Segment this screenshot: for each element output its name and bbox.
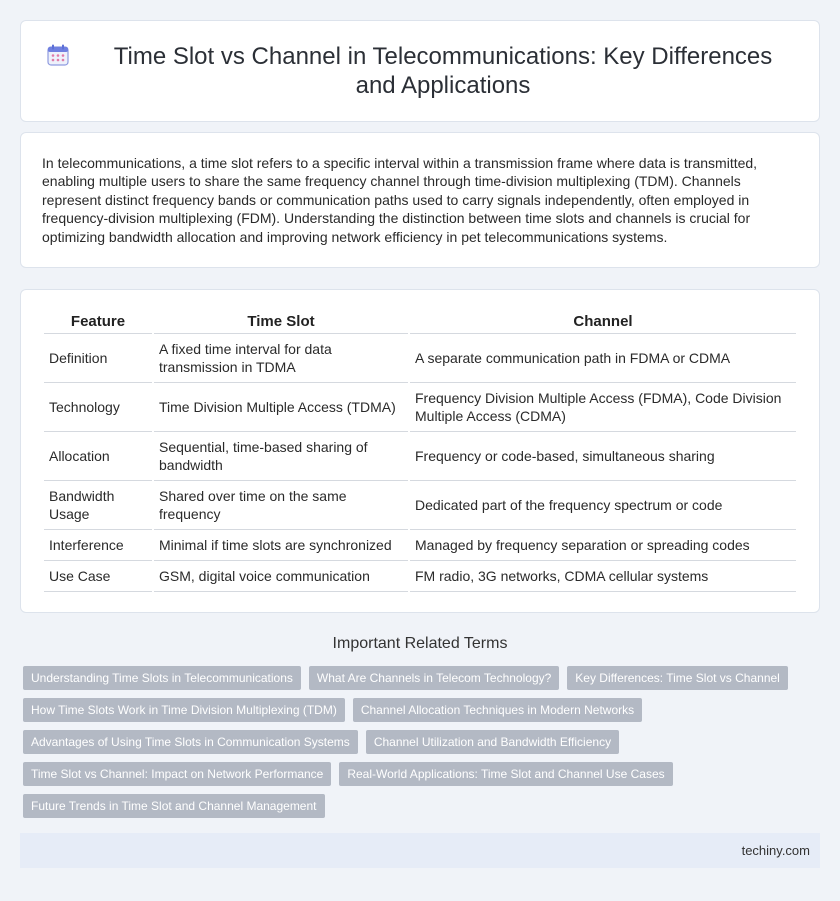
related-terms-heading: Important Related Terms	[332, 635, 508, 653]
related-tag[interactable]: Channel Allocation Techniques in Modern Networks	[353, 698, 642, 722]
row-time-slot: GSM, digital voice communication	[154, 561, 408, 592]
row-channel: A separate communication path in FDMA or CDMA	[410, 334, 796, 383]
row-feature: Use Case	[44, 561, 152, 592]
row-channel: Frequency Division Multiple Access (FDMA), Code Division Multiple Access (CDMA)	[410, 383, 796, 432]
comparison-card	[20, 289, 820, 613]
row-channel: Dedicated part of the frequency spectrum or code	[410, 481, 796, 530]
related-tags	[23, 666, 820, 826]
row-time-slot: A fixed time interval for data transmission in TDMA	[154, 334, 408, 383]
related-terms-section	[0, 635, 840, 653]
page-title: Time Slot vs Channel in Telecommunications: Key Differences and Applications	[113, 43, 773, 99]
related-tag[interactable]: Understanding Time Slots in Telecommunications	[23, 666, 301, 690]
header-time-slot: Time Slot	[154, 309, 408, 334]
header-feature: Feature	[44, 309, 152, 334]
table-row	[44, 383, 796, 432]
row-feature: Technology	[44, 383, 152, 432]
title-card	[20, 20, 820, 122]
table-row	[44, 530, 796, 561]
row-time-slot: Sequential, time-based sharing of bandwidth	[154, 432, 408, 481]
related-tag[interactable]: Advantages of Using Time Slots in Communication Systems	[23, 730, 358, 754]
table-header-row	[44, 309, 796, 334]
row-channel: Frequency or code-based, simultaneous sharing	[410, 432, 796, 481]
row-feature: Allocation	[44, 432, 152, 481]
row-time-slot: Time Division Multiple Access (TDMA)	[154, 383, 408, 432]
related-tag[interactable]: What Are Channels in Telecom Technology?	[309, 666, 559, 690]
related-tag[interactable]: Time Slot vs Channel: Impact on Network Performance	[23, 762, 331, 786]
footer	[20, 833, 820, 868]
row-channel: FM radio, 3G networks, CDMA cellular systems	[410, 561, 796, 592]
related-tag[interactable]: Channel Utilization and Bandwidth Efficiency	[366, 730, 619, 754]
table-row	[44, 432, 796, 481]
related-tag[interactable]: Key Differences: Time Slot vs Channel	[567, 666, 788, 690]
related-tag[interactable]: Real-World Applications: Time Slot and Channel Use Cases	[339, 762, 672, 786]
related-tag[interactable]: Future Trends in Time Slot and Channel Management	[23, 794, 325, 818]
table-row	[44, 334, 796, 383]
title-wrap	[45, 42, 795, 100]
row-channel: Managed by frequency separation or spreading codes	[410, 530, 796, 561]
comparison-table	[42, 309, 798, 592]
footer-site[interactable]: techiny.com	[741, 843, 810, 859]
row-feature: Definition	[44, 334, 152, 383]
row-time-slot: Shared over time on the same frequency	[154, 481, 408, 530]
intro-text: In telecommunications, a time slot refers to a specific interval within a transmission frame where data is transmitted, enabling multiple users to share the same frequency channel through time-division multiplexing (TDM). Channels represent distinct frequency bands or communication paths used to carry signals independently, often employed in frequency-division multiplexing (FDM). Understanding the distinction between time slots and channels is crucial for optimizing bandwidth allocation and improving network efficiency in pet telecommunications systems.	[42, 155, 758, 245]
intro-card	[20, 132, 820, 268]
header-channel: Channel	[410, 309, 796, 334]
row-feature: Interference	[44, 530, 152, 561]
table-row	[44, 481, 796, 530]
row-time-slot: Minimal if time slots are synchronized	[154, 530, 408, 561]
row-feature: Bandwidth Usage	[44, 481, 152, 530]
table-row	[44, 561, 796, 592]
related-tag[interactable]: How Time Slots Work in Time Division Multiplexing (TDM)	[23, 698, 345, 722]
calendar-icon	[45, 42, 71, 68]
